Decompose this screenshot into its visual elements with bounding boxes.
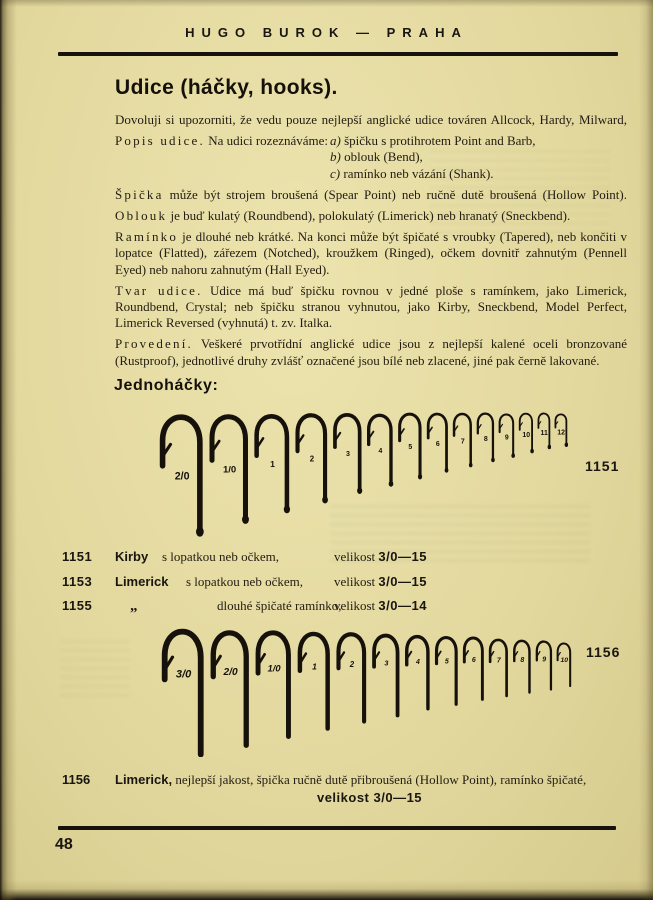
hooks-illustration-1151 (158, 406, 578, 546)
size-label: velikost (334, 598, 376, 614)
hook-size-1 (296, 625, 332, 731)
popis-lead: Popis udice. (115, 133, 205, 149)
product-name: Kirby (115, 549, 149, 564)
hook-flatted-end (284, 505, 290, 513)
product-description: s lopatkou neb očkem, (186, 573, 303, 589)
size-range: 3/0—15 (378, 573, 427, 589)
hook-size-label: 4 (378, 447, 383, 455)
table-row (62, 574, 622, 599)
hook-size-label: 10 (522, 431, 531, 439)
popis-paragraph (115, 133, 627, 182)
hook-size-4 (366, 408, 394, 489)
hook-size-1-0 (208, 406, 250, 526)
hook-size-label: 12 (557, 429, 566, 437)
hook-size-label: 1/0 (222, 465, 237, 477)
hook-size-label: 3 (384, 658, 389, 668)
hook-size-3 (332, 407, 363, 496)
hook-size-label: 2/0 (223, 666, 238, 678)
body-text (115, 112, 627, 374)
hook-size-label: 8 (520, 656, 525, 664)
hook-size-9 (498, 410, 515, 460)
size-label: velikost (334, 573, 376, 589)
hook-flatted-end (548, 445, 551, 450)
brand-header: HUGO BUROK — PRAHA (185, 25, 468, 40)
hook-flatted-end (530, 449, 534, 454)
hook-flatted-end (242, 515, 249, 524)
hook-size-label: 9 (542, 656, 547, 664)
hook-size-1 (253, 407, 291, 515)
hook-size-5 (434, 631, 459, 707)
hook-size-label: 1/0 (267, 663, 281, 674)
hook-flatted-end (322, 496, 328, 503)
hook-size-2 (294, 407, 329, 505)
hook-flatted-end (445, 468, 449, 473)
hook-size-label: 6 (435, 441, 440, 449)
hook-size-6 (426, 408, 449, 475)
hook-flatted-end (469, 463, 473, 468)
popis-item-b: b) oblouk (Bend), (330, 149, 423, 165)
ditto-mark: „ (130, 598, 138, 615)
hook-size-7 (452, 409, 473, 469)
popis-text: Na udici rozeznáváme: (208, 133, 329, 149)
paragraph-provedeni: Provedení. Veškeré prvotřídní anglické udice jsou z nejlepší kalené oceli bronzované (Rustproof), jednotlivé druhy zvlášť označené jsou bílé neb zlacené, jiné pak černě lakované. (115, 336, 627, 368)
hook-size-label: 7 (460, 438, 465, 446)
hook-size-label: 6 (471, 657, 476, 665)
hook-flatted-end (491, 458, 495, 463)
hook-flatted-end (389, 481, 394, 487)
section-heading: Jednoháčky: (114, 377, 219, 394)
product-description: nejlepší jakost, špička ručně dutě přibroušená (Hollow Point), ramínko špičaté, (175, 772, 587, 787)
hook-flatted-end (511, 453, 515, 458)
hook-size-8 (512, 636, 532, 695)
hook-size-4 (404, 629, 431, 712)
hook-size-9 (535, 637, 553, 692)
hook-size-label: 2/0 (174, 470, 190, 483)
hook-flatted-end (196, 527, 204, 537)
page-number: 48 (55, 836, 73, 853)
product-name: Limerick, (115, 772, 173, 787)
product-number: 1155 (62, 598, 93, 614)
intro-paragraph: Dovoluji si upozorniti, že vedu pouze nejlepší anglické udice továren Allcock, Hardy, Milward, (115, 112, 627, 127)
catalog-number-1156: 1156 (586, 644, 621, 660)
popis-items (330, 133, 535, 182)
hook-size-label: 2 (309, 454, 315, 464)
hook-size-label: 9 (504, 434, 509, 442)
hook-size-label: 8 (483, 436, 488, 444)
hook-size-10 (518, 410, 534, 455)
hook-size-5 (397, 408, 423, 481)
hook-size-3 (371, 628, 401, 718)
size-range: velikost 3/0—15 (316, 790, 423, 805)
hook-size-label: 11 (540, 430, 548, 438)
hook-size-label: 5 (444, 658, 449, 666)
hook-size-label: 10 (560, 656, 569, 664)
page-title: Udice (háčky, hooks). (115, 76, 338, 99)
hook-flatted-end (418, 474, 422, 479)
size-label: velikost (334, 549, 376, 564)
product-table (62, 549, 622, 623)
product-number: 1156 (62, 772, 91, 787)
show-through-smudge (60, 640, 130, 700)
product-number: 1151 (62, 549, 93, 564)
hook-size-7 (488, 634, 509, 699)
hook-size-label: 7 (496, 657, 501, 665)
hook-size-6 (462, 632, 485, 702)
paragraph-oblouk: Oblouk je buď kulatý (Roundbend), polokulatý (Limerick) neb hranatý (Sneckbend). (115, 208, 571, 224)
hook-size-10 (556, 639, 572, 689)
popis-item-c: c) ramínko neb vázání (Shank). (330, 165, 494, 181)
hook-size-label: 3 (345, 451, 350, 459)
hooks-illustration-1156 (160, 620, 590, 765)
paragraph-tvar: Tvar udice. Udice má buď špičku rovnou v jedné ploše s ramínkem, jako Limerick, Roundbend, Crystal; neb špičku stranou vyhnutou, jako Kirby, Sneckbend, Model Perfect, Limerick Reversed (vyhnutá) t. zv. Italka. (115, 282, 627, 331)
paragraph-raminko: Ramínko je dlouhé neb krátké. Na konci může být špičaté s vroubky (Tapered), neb končiti v lopatce (Flatted), zářezem (Notched), kroužkem (Ringed), očkem dovnitř zahnutým (Pennell Eyed) neb nahoru zahnutým (Hall Eyed). (115, 229, 627, 277)
size-range: 3/0—14 (378, 598, 427, 614)
hook-size-label: 1 (312, 660, 317, 671)
hook-size-2-0 (209, 622, 251, 748)
product-description: dlouhé špičaté ramínko, (217, 598, 342, 614)
hook-flatted-end (565, 442, 568, 447)
hook-size-label: 5 (408, 444, 413, 452)
hook-flatted-end (357, 488, 362, 495)
popis-item-a: a) špičku s protihrotem Point and Barb, (330, 133, 536, 149)
hook-size-3-0 (160, 620, 206, 757)
hook-size-label: 1 (270, 458, 275, 469)
hook-size-2 (335, 626, 368, 724)
product-description: s lopatkou neb očkem, (162, 549, 279, 564)
table-row (62, 549, 622, 574)
hook-size-12 (554, 411, 568, 449)
hook-size-label: 3/0 (175, 668, 192, 681)
header-rule (58, 52, 618, 56)
hook-size-11 (537, 410, 551, 451)
product-number: 1153 (62, 573, 93, 589)
footer-rule (58, 826, 616, 830)
hook-size-1-0 (254, 623, 293, 739)
hook-size-2-0 (158, 406, 205, 538)
product-name: Limerick (115, 573, 169, 589)
hook-size-8 (476, 409, 495, 464)
size-range: 3/0—15 (378, 549, 427, 564)
catalog-number-1151: 1151 (585, 458, 620, 474)
hook-size-label: 2 (349, 660, 355, 670)
hook-size-label: 4 (415, 659, 420, 667)
paragraph-spicka: Špička může být strojem broušená (Spear Point) neb ručně dutě broušená (Hollow Point). (115, 186, 627, 202)
